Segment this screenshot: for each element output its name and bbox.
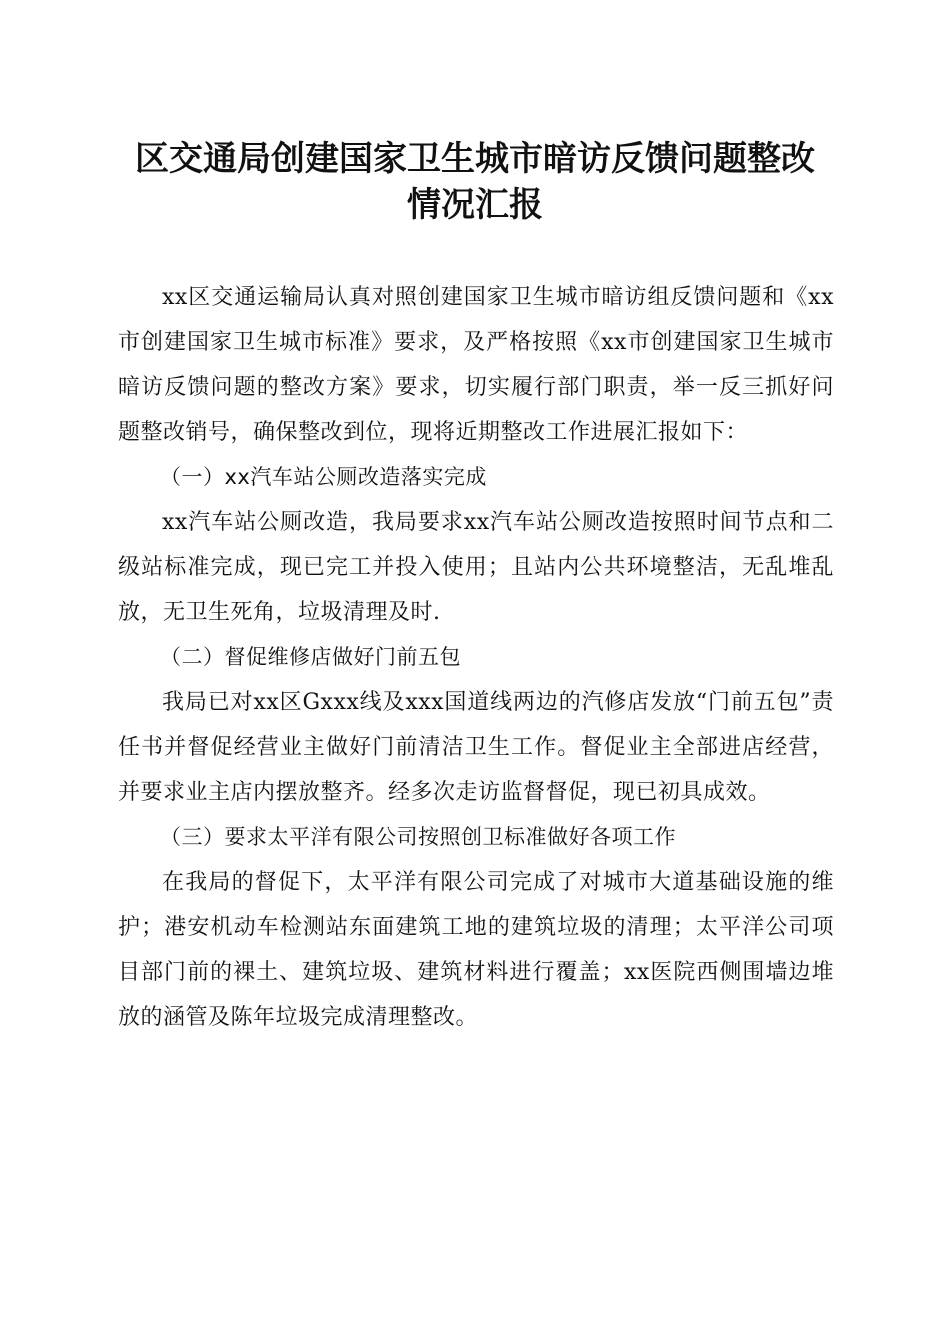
section-3-heading: （三）要求太平洋有限公司按照创卫标准做好各项工作 xyxy=(160,825,676,849)
document-title xyxy=(100,136,850,228)
section-1-body: xx汽车站公厕改造，我局要求xx汽车站公厕改造按照时间节点和二级站标准完成，现已完工并投入使用；且站内公共环境整洁，无乱堆乱放，无卫生死角，垃圾清理及时. xyxy=(118,510,834,625)
section-2-body: 我局已对xx区Gxxx线及xxx国道线两边的汽修店发放“门前五包”责任书并督促经营业主做好门前清洁卫生工作。督促业主全部进店经营，并要求业主店内摆放整齐。经多次走访监督督促，现已初具成效。 xyxy=(118,690,834,805)
document-body xyxy=(118,275,834,1040)
section-3-body: 在我局的督促下，太平洋有限公司完成了对城市大道基础设施的维护；港安机动车检测站东面建筑工地的建筑垃圾的清理；太平洋公司项目部门前的裸土、建筑垃圾、建筑材料进行覆盖；xx医院西侧围墙边堆放的涵管及陈年垃圾完成清理整改。 xyxy=(118,870,834,1030)
title-line-1: 区交通局创建国家卫生城市暗访反馈问题整改 xyxy=(135,139,815,179)
title-line-2: 情况汇报 xyxy=(407,185,543,225)
section-2-heading: （二）督促维修店做好门前五包 xyxy=(160,645,461,669)
intro-paragraph: xx区交通运输局认真对照创建国家卫生城市暗访组反馈问题和《xx市创建国家卫生城市标准》要求，及严格按照《xx市创建国家卫生城市暗访反馈问题的整改方案》要求，切实履行部门职责，举一反三抓好问题整改销号，确保整改到位，现将近期整改工作进展汇报如下： xyxy=(118,285,834,445)
section-1-heading: （一）xx汽车站公厕改造落实完成 xyxy=(160,465,487,489)
